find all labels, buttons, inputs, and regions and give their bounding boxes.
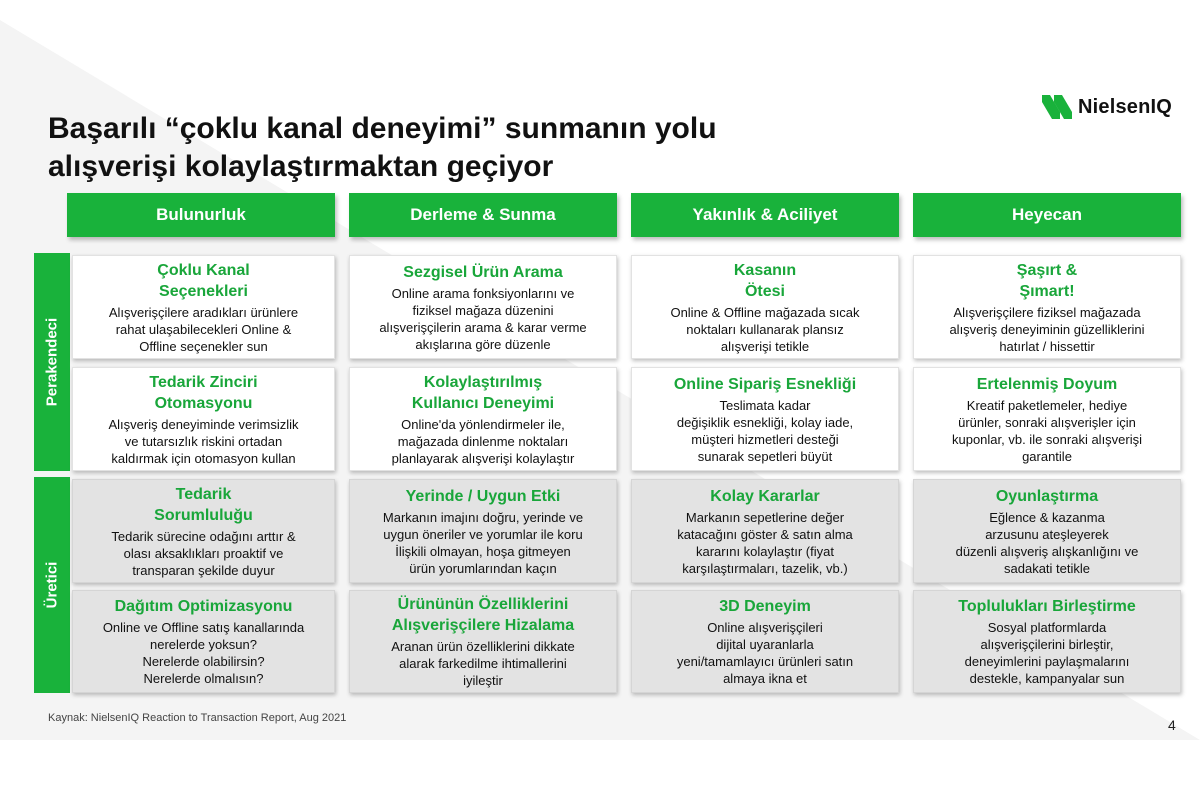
grid-cell [72,479,335,583]
cell-body: Kreatif paketlemeler, hediye ürünler, sonraki alışverişler için kuponlar, vb. ile sonraki alışverişi garantile [951,397,1143,464]
nielseniq-logo [1042,92,1172,122]
row-group-perakendeci [34,253,70,471]
slide-title [48,110,848,186]
grid-cell [631,367,899,471]
grid-cell [72,590,335,693]
cell-title: Dağıtım Optimizasyonu [114,598,293,615]
cell-body: Eğlence & kazanma arzusunu ateşleyerek düzenli alışveriş alışkanlığını ve sadakati tetikle [955,509,1139,576]
cell-body: Markanın imajını doğru, yerinde ve uygun öneriler ve yorumlar ile koru İlişkili olmayan, hoşa gitmeyen ürün yorumlarından kaçın [382,509,584,576]
grid-cell [349,367,617,471]
column-header-bulunurluk: Bulunurluk [67,193,335,237]
grid-cell [72,255,335,359]
cell-title: Oyunlaştırma [995,487,1099,505]
column-header-heyecan: Heyecan [913,193,1181,237]
cell-title: Tedarik Sorumluluğu [154,485,253,524]
cell-body: Online alışverişçileri dijital uyaranlarla yeni/tamamlayıcı ürünleri satın almaya ikna et [676,620,854,686]
cell-title: Sezgisel Ürün Arama [403,263,563,281]
cell-body: Online arama fonksiyonlarını ve fiziksel mağaza düzenini alışverişçilerin arama & karar verme akışlarına göre düzenle [379,285,587,352]
slide-title-line-2: alışverişi kolaylaştırmaktan geçiyor [48,150,554,183]
row-group-uretici-label: Üretici [43,561,61,609]
cell-body: Alışverişçilere aradıkları ürünlere rahat ulaşabilecekleri Online & Offline seçenekler sun [108,304,299,354]
grid-cell [913,255,1181,359]
cell-body: Online'da yönlendirmeler ile, mağazada dinlenme noktaları planlayarak alışverişi kolaylaştır [391,416,575,466]
cell-body: Teslimata kadar değişiklik esnekliği, kolay iade, müşteri hizmetleri desteği sunarak sepetleri büyüt [676,397,854,464]
column-header-derleme-sunma: Derleme & Sunma [349,193,617,237]
cell-title: Yerinde / Uygun Etki [405,487,561,505]
cell-title: Çoklu Kanal Seçenekleri [157,261,250,300]
grid-cell [349,479,617,583]
cell-body: Markanın sepetlerine değer katacağını göster & satın alma kararını kolaylaştır (fiyat karşılaştırmaları, tazelik, vb.) [677,509,853,576]
slide-title-line-1: Başarılı “çoklu kanal deneyimi” sunmanın yolu [48,112,717,145]
cell-title: Toplulukları Birleştirme [958,598,1136,615]
cell-body: Alışveriş deneyiminde verimsizlik ve tutarsızlık riskini ortadan kaldırmak için otomasyon kullan [108,416,299,466]
nielseniq-logo-icon [1042,92,1072,122]
row-group-perakendeci-label: Perakendeci [43,317,61,407]
cell-body: Alışverişçilere fiziksel mağazada alışveriş deneyiminin güzelliklerini hatırlat / hissettir [949,304,1145,354]
cell-title: Kolay Kararlar [710,487,820,505]
row-group-uretici [34,477,70,693]
source-note: Kaynak: NielsenIQ Reaction to Transaction Report, Aug 2021 [48,712,347,724]
cell-body: Online & Offline mağazada sıcak noktaları kullanarak plansız alışverişi tetikle [670,304,860,354]
nielseniq-logo-text: NielsenIQ [1078,95,1173,118]
cell-title: Şaşırt & Şımart! [1016,261,1078,300]
grid-cell [631,255,899,359]
cell-title: Ürününün Özelliklerini Alışverişçilere Hizalama [391,596,575,634]
cell-title: Kasanın Ötesi [733,261,797,300]
grid-cell [72,367,335,471]
cell-title: 3D Deneyim [719,598,811,615]
grid-cell [913,479,1181,583]
cell-title: Kolaylaştırılmış Kullanıcı Deneyimi [411,373,555,412]
cell-title: Tedarik Zinciri Otomasyonu [149,373,258,412]
page-number: 4 [1168,717,1176,733]
grid-cell [349,590,617,693]
cell-title: Online Sipariş Esnekliği [673,375,857,393]
column-header-yakinlik-aciliyet: Yakınlık & Aciliyet [631,193,899,237]
cell-title: Ertelenmiş Doyum [976,375,1118,393]
grid-cell [349,255,617,359]
cell-body: Aranan ürün özelliklerini dikkate alarak farkedilme ihtimallerini iyileştir [391,639,575,688]
grid-cell [913,367,1181,471]
cell-body: Tedarik sürecine odağını arttır & olası aksaklıkları proaktif ve transparan şekilde duyur [111,528,296,578]
grid-cell [631,479,899,583]
cell-body: Sosyal platformlarda alışverişçilerini birleştir, deneyimlerini paylaşmalarını destekle, kampanyalar sun [964,620,1130,686]
cell-body: Online ve Offline satış kanallarında nerelerde yoksun? Nerelerde olabilirsin? Nerelerde olmalısın? [102,620,305,686]
grid-cell [631,590,899,693]
grid-cell [913,590,1181,693]
